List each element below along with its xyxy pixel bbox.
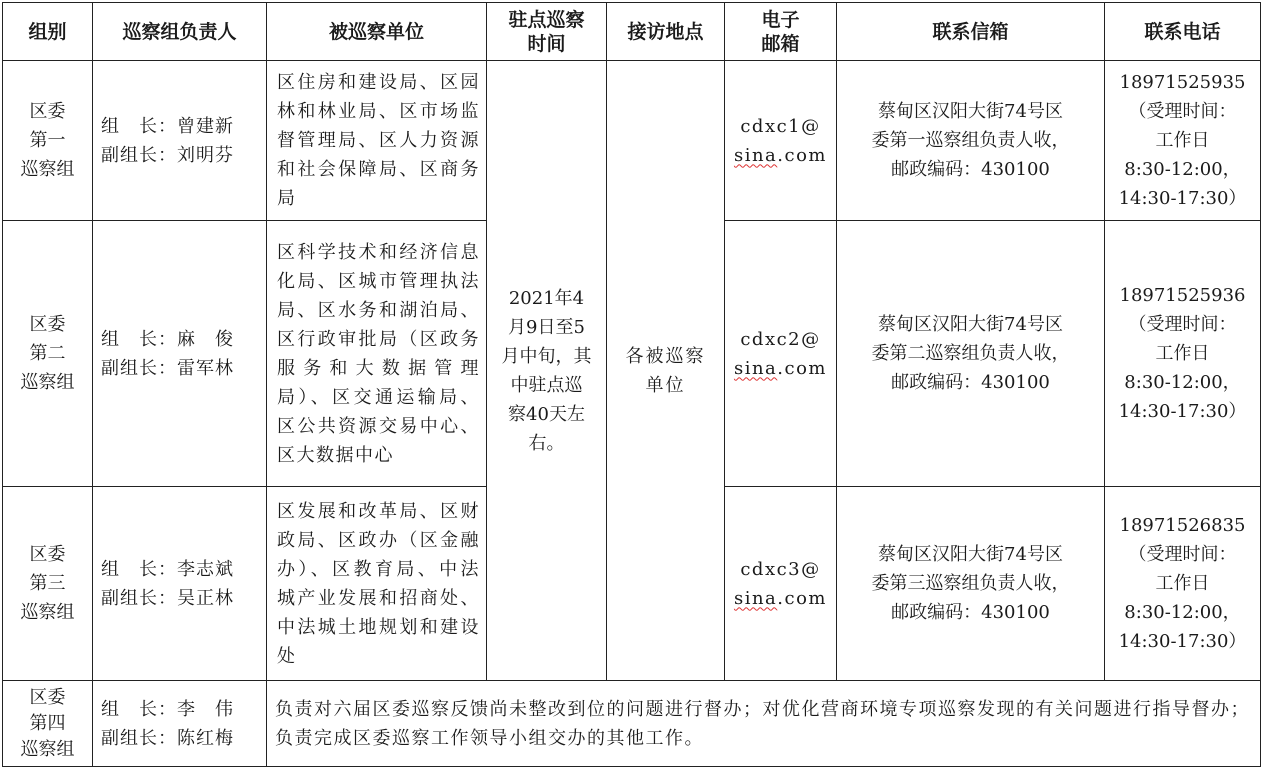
location-line: 各被巡察	[625, 345, 706, 367]
group-line: 第二	[29, 343, 66, 364]
email-cell[interactable]	[725, 221, 837, 487]
phone-cell	[1105, 61, 1261, 221]
email-cell[interactable]	[725, 61, 837, 221]
group-line: 区委	[29, 544, 66, 565]
email-domain: sina	[733, 357, 778, 379]
group-cell	[3, 61, 93, 221]
deputy-name: 副组长：吴正林	[101, 587, 234, 609]
group-line: 巡察组	[20, 372, 75, 393]
phone-number: 18971525935	[1119, 72, 1246, 93]
mailbox-cell	[837, 487, 1105, 681]
units-cell: 区住房和建设局、区园林和林业局、区市场监督管理局、区人力资源和社会保障局、区商务局	[267, 61, 487, 221]
leader-name: 组 长：李 伟	[101, 698, 234, 720]
phone-line: （受理时间：	[1128, 314, 1237, 335]
header-time-line2: 时间	[527, 32, 566, 55]
email-domain: sina	[733, 144, 778, 166]
phone-line: 8:30-12:00，	[1124, 159, 1241, 180]
mailbox-line: 蔡甸区汉阳大街74号区	[878, 314, 1063, 335]
mailbox-line: 蔡甸区汉阳大街74号区	[878, 544, 1063, 565]
header-mailbox: 联系信箱	[837, 3, 1105, 61]
email-domain-line	[725, 584, 836, 613]
email-user: cdxc2@	[740, 328, 821, 350]
header-time-line1: 驻点巡察	[508, 8, 585, 31]
header-email-line2: 邮箱	[761, 32, 800, 55]
leader-name: 组 长：李志斌	[101, 558, 234, 580]
mailbox-cell	[837, 221, 1105, 487]
location-cell	[607, 61, 725, 681]
units-cell: 区科学技术和经济信息化局、区城市管理执法局、区水务和湖泊局、区行政审批局（区政务服务和大数据管理局）、区交通运输局、区公共资源交易中心、区大数据中心	[267, 221, 487, 487]
time-cell	[487, 61, 607, 681]
time-line: 察40天左	[508, 403, 585, 425]
phone-number: 18971526835	[1119, 515, 1246, 536]
group-line: 第三	[29, 573, 66, 594]
leader-cell	[93, 681, 267, 767]
email-domain-line	[725, 141, 836, 170]
header-row	[3, 3, 1261, 61]
header-email	[725, 3, 837, 61]
group-cell	[3, 221, 93, 487]
mailbox-line: 委第一巡察组负责人收，	[871, 130, 1070, 151]
time-line: 月9日至5	[508, 316, 585, 338]
group-line: 区委	[29, 686, 66, 708]
deputy-name: 副组长：陈红梅	[101, 727, 234, 749]
header-group: 组别	[3, 3, 93, 61]
table-row	[3, 681, 1261, 767]
email-user: cdxc3@	[740, 558, 821, 580]
deputy-name: 副组长：雷军林	[101, 357, 234, 379]
leader-cell	[93, 61, 267, 221]
phone-line: 14:30-17:30）	[1118, 401, 1247, 422]
phone-line: 14:30-17:30）	[1118, 631, 1247, 652]
phone-line: 工作日	[1155, 130, 1210, 151]
group-cell	[3, 487, 93, 681]
mailbox-line: 邮政编码：430100	[891, 602, 1050, 623]
inspection-table	[2, 2, 1261, 767]
mailbox-line: 邮政编码：430100	[891, 159, 1050, 180]
leader-name: 组 长：曾建新	[101, 115, 234, 137]
group-line: 区委	[29, 314, 66, 335]
mailbox-line: 委第二巡察组负责人收，	[871, 343, 1070, 364]
group-line: 巡察组	[20, 738, 75, 760]
phone-number: 18971525936	[1119, 285, 1246, 306]
time-line: 右。	[528, 432, 565, 454]
phone-cell	[1105, 221, 1261, 487]
phone-cell	[1105, 487, 1261, 681]
group-cell	[3, 681, 93, 767]
email-user: cdxc1@	[740, 115, 821, 137]
deputy-name: 副组长：刘明芬	[101, 144, 234, 166]
group-line: 第一	[29, 130, 66, 151]
email-tld: .com	[777, 587, 828, 609]
phone-line: 工作日	[1155, 343, 1210, 364]
email-domain-line	[725, 354, 836, 383]
header-email-line1: 电子	[761, 8, 800, 31]
header-phone: 联系电话	[1105, 3, 1261, 61]
phone-line: 8:30-12:00，	[1124, 372, 1241, 393]
phone-line: （受理时间：	[1128, 101, 1237, 122]
email-tld: .com	[777, 144, 828, 166]
duty-description: 负责对六届区委巡察反馈尚未整改到位的问题进行督办；对优化营商环境专项巡察发现的有关问题进行指导督办；负责完成区委巡察工作领导小组交办的其他工作。	[267, 681, 1261, 767]
email-tld: .com	[777, 357, 828, 379]
mailbox-line: 委第三巡察组负责人收，	[871, 573, 1070, 594]
units-cell: 区发展和改革局、区财政局、区政办（区金融办）、区教育局、中法城产业发展和招商处、中法城土地规划和建设处	[267, 487, 487, 681]
leader-cell	[93, 221, 267, 487]
mailbox-cell	[837, 61, 1105, 221]
group-line: 巡察组	[20, 159, 75, 180]
mailbox-line: 蔡甸区汉阳大街74号区	[878, 101, 1063, 122]
phone-line: 工作日	[1155, 573, 1210, 594]
email-domain: sina	[733, 587, 778, 609]
email-cell[interactable]	[725, 487, 837, 681]
phone-line: 8:30-12:00，	[1124, 602, 1241, 623]
group-line: 第四	[29, 712, 66, 734]
leader-name: 组 长：麻 俊	[101, 328, 234, 350]
header-units: 被巡察单位	[267, 3, 487, 61]
location-line: 单位	[645, 374, 686, 396]
leader-cell	[93, 487, 267, 681]
group-line: 巡察组	[20, 602, 75, 623]
time-line: 2021年4	[508, 287, 585, 309]
table-row	[3, 61, 1261, 221]
mailbox-line: 邮政编码：430100	[891, 372, 1050, 393]
group-line: 区委	[29, 101, 66, 122]
time-line: 月中旬，其	[501, 345, 592, 367]
phone-line: （受理时间：	[1128, 544, 1237, 565]
phone-line: 14:30-17:30）	[1118, 188, 1247, 209]
header-time	[487, 3, 607, 61]
header-location: 接访地点	[607, 3, 725, 61]
header-leader: 巡察组负责人	[93, 3, 267, 61]
time-line: 中驻点巡	[510, 374, 583, 396]
